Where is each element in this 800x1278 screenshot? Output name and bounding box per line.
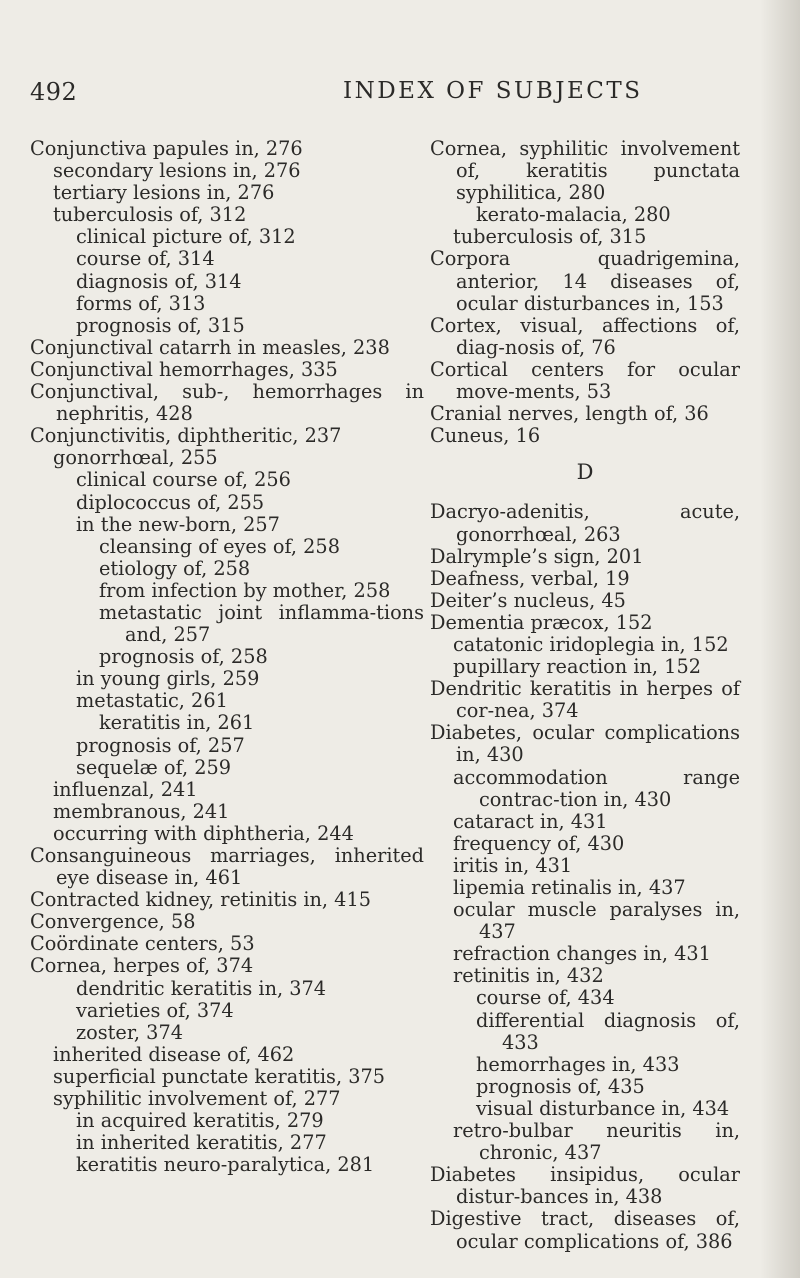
index-entry: Conjunctiva papules in, 276 bbox=[30, 137, 303, 160]
index-entry: Cornea, syphilitic involvement of, keratitis punctata syphilitica, 280 bbox=[430, 137, 740, 205]
index-subentry: occurring with diphtheria, 244 bbox=[53, 821, 354, 845]
index-subentry: retro-bulbar neuritis in, chronic, 437 bbox=[453, 1119, 740, 1165]
index-subentry: accommodation range contrac-tion in, 430 bbox=[453, 765, 740, 811]
index-subentry: differential diagnosis of, 433 bbox=[476, 1008, 740, 1054]
left-index-column bbox=[30, 138, 424, 1176]
index-entry: Deiter’s nucleus, 45 bbox=[430, 588, 626, 612]
index-subentry: inherited disease of, 462 bbox=[53, 1042, 295, 1066]
index-entry: Consanguineous marriages, inherited eye disease in, 461 bbox=[30, 844, 424, 890]
index-entry: Cuneus, 16 bbox=[430, 424, 541, 448]
index-subentry: course of, 434 bbox=[476, 986, 615, 1010]
index-subentry: diplococcus of, 255 bbox=[76, 490, 265, 514]
index-subentry: membranous, 241 bbox=[53, 799, 230, 823]
index-entry: Dementia præcox, 152 bbox=[430, 610, 653, 634]
index-entry: Corpora quadrigemina, anterior, 14 diseases of, ocular disturbances in, 153 bbox=[430, 247, 740, 315]
index-subentry: diagnosis of, 314 bbox=[76, 269, 242, 293]
index-entry: Conjunctival hemorrhages, 335 bbox=[30, 357, 338, 381]
index-entry: Dalrymple’s sign, 201 bbox=[430, 544, 644, 568]
index-subentry: cleansing of eyes of, 258 bbox=[99, 534, 340, 558]
index-subentry: keratitis neuro-paralytica, 281 bbox=[76, 1153, 375, 1177]
page-header bbox=[30, 78, 730, 108]
index-entry: Conjunctivitis, diphtheritic, 237 bbox=[30, 424, 342, 448]
index-entry: Deafness, verbal, 19 bbox=[430, 566, 630, 590]
index-subentry: in young girls, 259 bbox=[76, 667, 260, 691]
index-subentry: gonorrhœal, 255 bbox=[53, 446, 218, 470]
index-subentry: in acquired keratitis, 279 bbox=[76, 1109, 324, 1133]
index-entry: Diabetes insipidus, ocular distur-bances in, 438 bbox=[430, 1163, 740, 1209]
section-letter: D bbox=[576, 460, 594, 485]
index-subentry: course of, 314 bbox=[76, 247, 215, 271]
index-entry: Coördinate centers, 53 bbox=[30, 932, 255, 956]
index-subentry: retinitis in, 432 bbox=[453, 964, 604, 988]
index-entry: Conjunctival, sub-, hemorrhages in nephritis, 428 bbox=[30, 380, 424, 426]
index-entry: Diabetes, ocular complications in, 430 bbox=[430, 721, 740, 767]
page-edge-shadow bbox=[760, 0, 800, 1278]
index-subentry: hemorrhages in, 433 bbox=[476, 1052, 680, 1076]
index-subentry: visual disturbance in, 434 bbox=[476, 1096, 730, 1120]
index-entry: Cranial nerves, length of, 36 bbox=[430, 402, 709, 426]
index-subentry: superficial punctate keratitis, 375 bbox=[53, 1064, 385, 1088]
index-subentry: clinical picture of, 312 bbox=[76, 225, 296, 249]
index-subentry: tuberculosis of, 312 bbox=[53, 203, 247, 227]
index-subentry: metastatic joint inflamma-tions and, 257 bbox=[99, 600, 424, 647]
index-subentry: ocular muscle paralyses in, 437 bbox=[453, 898, 740, 944]
index-subentry: clinical course of, 256 bbox=[76, 468, 291, 492]
index-subentry: dendritic keratitis in, 374 bbox=[76, 976, 327, 1000]
index-subentry: from infection by mother, 258 bbox=[99, 578, 391, 602]
index-subentry: pupillary reaction in, 152 bbox=[453, 655, 701, 679]
index-subentry: prognosis of, 315 bbox=[76, 313, 245, 337]
index-entry: Contracted kidney, retinitis in, 415 bbox=[30, 888, 371, 912]
index-subentry: sequelæ of, 259 bbox=[76, 755, 232, 779]
index-entry: Convergence, 58 bbox=[30, 910, 196, 934]
index-subentry: prognosis of, 435 bbox=[476, 1074, 645, 1098]
index-subentry: iritis in, 431 bbox=[453, 853, 573, 877]
index-subentry: refraction changes in, 431 bbox=[453, 942, 711, 966]
right-index-column bbox=[430, 138, 740, 1253]
index-subentry: keratitis in, 261 bbox=[99, 711, 255, 735]
index-subentry: prognosis of, 257 bbox=[76, 733, 245, 757]
index-subentry: kerato-malacia, 280 bbox=[476, 203, 671, 227]
index-subentry: lipemia retinalis in, 437 bbox=[453, 876, 686, 899]
index-subentry: metastatic, 261 bbox=[76, 689, 228, 713]
index-entry: Cortex, visual, affections of, diag-nosis of, 76 bbox=[430, 313, 740, 359]
index-subentry: secondary lesions in, 276 bbox=[53, 159, 301, 183]
index-subentry: varieties of, 374 bbox=[76, 998, 234, 1022]
index-subentry: cataract in, 431 bbox=[453, 809, 608, 833]
right-column-d-entries bbox=[430, 501, 740, 1252]
index-subentry: catatonic iridoplegia in, 152 bbox=[453, 632, 729, 656]
index-entry: Cornea, herpes of, 374 bbox=[30, 954, 254, 978]
index-subentry: syphilitic involvement of, 277 bbox=[53, 1087, 341, 1111]
index-subentry: etiology of, 258 bbox=[99, 556, 251, 580]
index-entry: Cortical centers for ocular move-ments, 53 bbox=[430, 357, 740, 404]
index-subentry: forms of, 313 bbox=[76, 291, 206, 315]
index-subentry: in inherited keratitis, 277 bbox=[76, 1131, 327, 1155]
index-entry: Dacryo-adenitis, acute, gonorrhœal, 263 bbox=[430, 500, 740, 546]
index-subentry: zoster, 374 bbox=[76, 1020, 183, 1044]
index-subentry: frequency of, 430 bbox=[453, 831, 625, 855]
index-entry: Dendritic keratitis in herpes of cor-nea, 374 bbox=[430, 677, 740, 723]
index-subentry: tertiary lesions in, 276 bbox=[53, 181, 275, 205]
index-entry: Digestive tract, diseases of, ocular complications of, 386 bbox=[430, 1207, 740, 1253]
page-number: 492 bbox=[30, 78, 78, 106]
index-subentry: in the new-born, 257 bbox=[76, 512, 280, 536]
running-title: INDEX OF SUBJECTS bbox=[343, 78, 643, 104]
right-column-c-entries bbox=[430, 138, 740, 447]
index-subentry: tuberculosis of, 315 bbox=[453, 225, 647, 249]
index-subentry: prognosis of, 258 bbox=[99, 645, 268, 669]
index-subentry: influenzal, 241 bbox=[53, 777, 198, 801]
index-entry: Conjunctival catarrh in measles, 238 bbox=[30, 335, 390, 359]
